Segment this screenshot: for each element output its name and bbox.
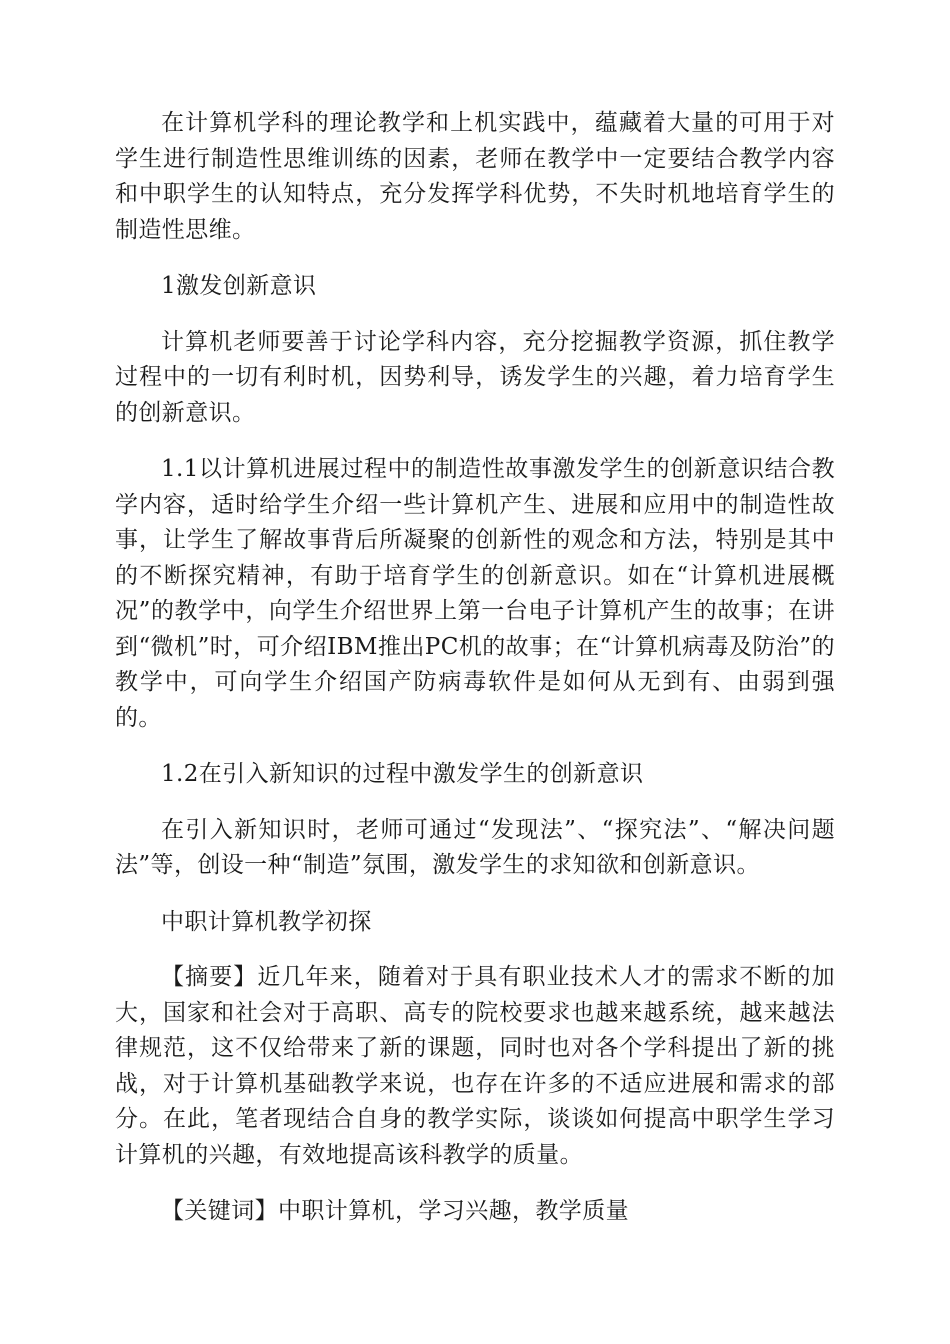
subsection-heading-1-2: 1.2在引入新知识的过程中激发学生的创新意识 (161, 761, 644, 787)
subsection-1-1-paragraph: 1.1以计算机进展过程中的制造性故事激发学生的创新意识结合教学内容，适时给学生介绍一些计算机产生、进展和应用中的制造性故事，让学生了解故事背后所凝聚的创新性的观念和方法，特别是其中的不断探究精神，有助于培育学生的创新意识。如在“计算机进展概况”的教学中，向学生介绍世界上第一台电子计算机产生的故事；在讲到“微机”时，可介绍IBM推出PC机的故事；在“计算机病毒及防治”的教学中，可向学生介绍国产防病毒软件是如何从无到有、由弱到强的。 (115, 456, 835, 731)
keywords-paragraph: 【关键词】中职计算机，学习兴趣，教学质量 (161, 1198, 629, 1224)
document-body (115, 106, 835, 1230)
article-title: 中职计算机教学初探 (161, 908, 372, 935)
abstract-paragraph: 【摘要】近几年来，随着对于具有职业技术人才的需求不断的加大，国家和社会对于高职、高专的院校要求也越来越系统，越来越法律规范，这不仅给带来了新的课题，同时也对各个学科提出了新的挑战，对于计算机基础教学来说，也存在许多的不适应进展和需求的部分。在此，笔者现结合自身的教学实际，谈谈如何提高中职学生学习计算机的兴趣，有效地提高该科教学的质量。 (115, 964, 835, 1168)
subsection-1-2-paragraph: 在引入新知识时，老师可通过“发现法”、“探究法”、“解决问题法”等，创设一种“制造”氛围，激发学生的求知欲和创新意识。 (115, 816, 835, 878)
section-1-paragraph: 计算机老师要善于讨论学科内容，充分挖掘教学资源，抓住教学过程中的一切有利时机，因势利导，诱发学生的兴趣，着力培育学生的创新意识。 (115, 328, 835, 426)
intro-paragraph: 在计算机学科的理论教学和上机实践中，蕴藏着大量的可用于对学生进行制造性思维训练的因素，老师在教学中一定要结合教学内容和中职学生的认知特点，充分发挥学科优势，不失时机地培育学生的制造性思维。 (115, 110, 835, 243)
section-heading-1: 1激发创新意识 (161, 273, 317, 299)
